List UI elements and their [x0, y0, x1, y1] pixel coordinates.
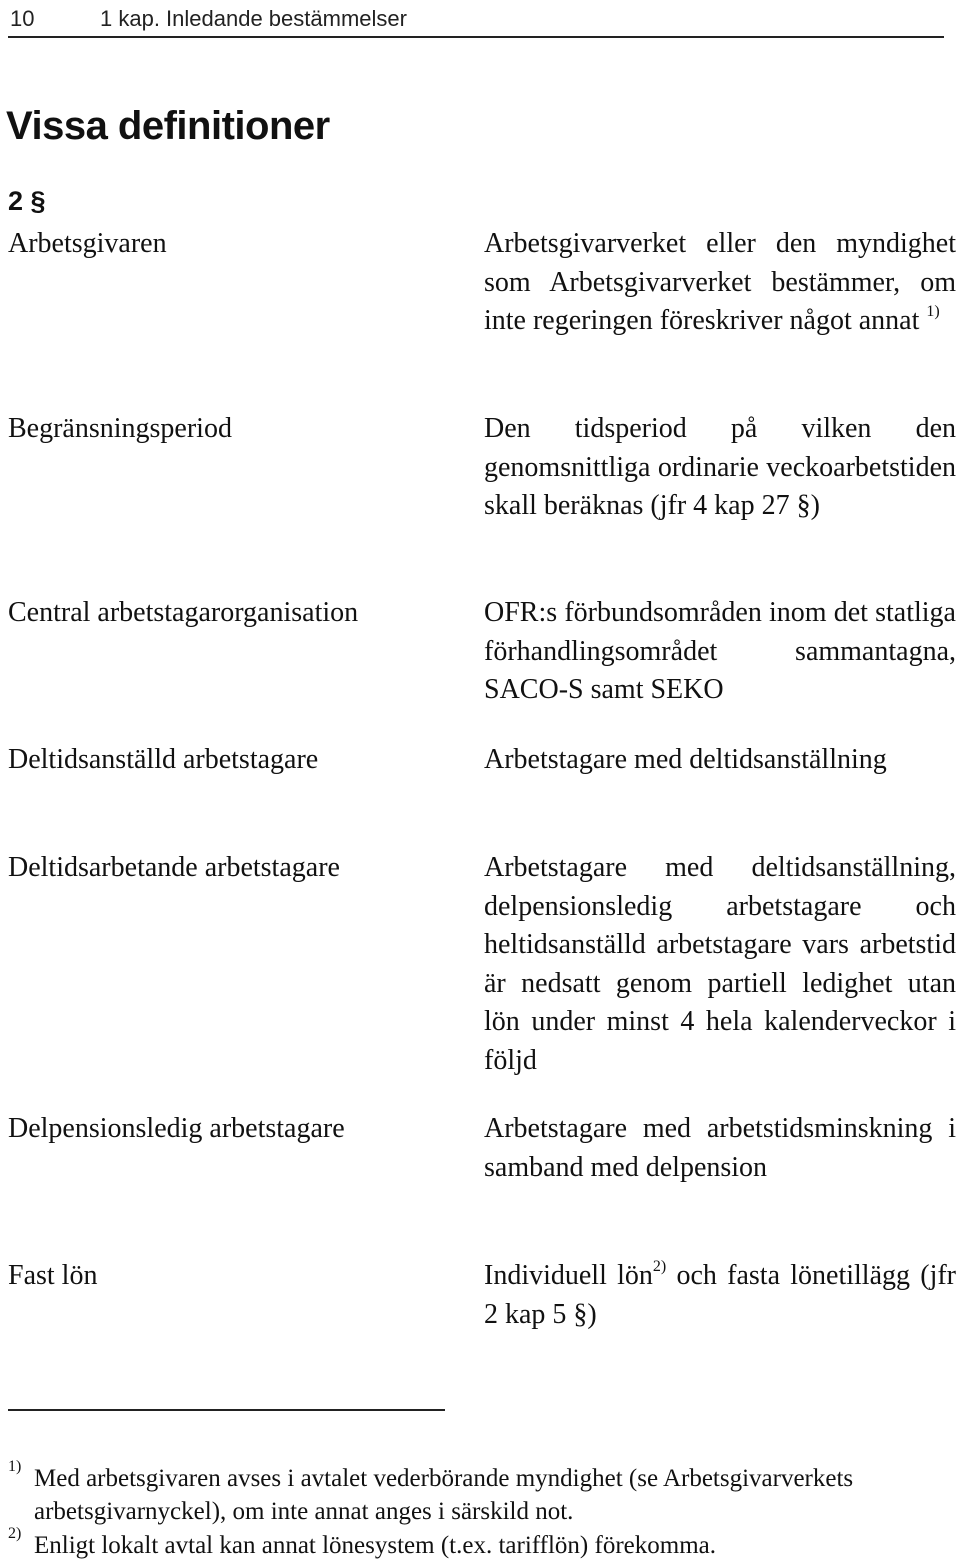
definition-deltidsarbetande-arbetstagare: Arbetstagare med deltidsanställning, delpensionsledig arbetstagare och heltidsanställd arbetstagare vars arbetstid är nedsatt genom partiell ledighet utan lön under minst 4 hela kalenderveckor i följd: [484, 852, 956, 1076]
term-delpensionsledig-arbetstagare: Delpensionsledig arbetstagare: [8, 1113, 345, 1144]
definition-arbetsgivaren: [484, 225, 956, 341]
term-central-arbetstagarorganisation: Central arbetstagarorganisation: [8, 597, 359, 628]
term-deltidsarbetande-arbetstagare: Deltidsarbetande arbetstagare: [8, 852, 340, 883]
definition-begransningsperiod: Den tidsperiod på vilken den genomsnittliga ordinarie veckoarbetstiden skall beräknas (jfr 4 kap 27 §): [484, 413, 956, 521]
running-header: [8, 0, 944, 38]
footnote-mark: 2): [8, 1525, 22, 1542]
chapter-title: 1 kap. Inledande bestämmelser: [100, 6, 407, 31]
footnote-divider: [8, 1409, 445, 1411]
definition-delpensionsledig-arbetstagare: Arbetstagare med arbetstidsminskning i samband med delpension: [484, 1113, 956, 1183]
definition-text: Arbetsgivarverket eller den myndighet som Arbetsgivarverket bestämmer, om inte regeringen föreskriver något annat: [484, 228, 956, 336]
footnote-mark: 1): [8, 1458, 22, 1475]
term-deltidsanstalld-arbetstagare: Deltidsanställd arbetstagare: [8, 744, 319, 775]
definition-fast-lon: [484, 1257, 956, 1334]
footnote-reference: 2): [652, 1258, 667, 1275]
term-fast-lon: Fast lön: [8, 1260, 98, 1291]
term-begransningsperiod: Begränsningsperiod: [8, 413, 232, 444]
section-number: 2 §: [8, 186, 46, 216]
footnote-2: [8, 1525, 948, 1562]
footnote-1: [8, 1458, 948, 1528]
page-title: Vissa definitioner: [6, 104, 330, 148]
definition-text: Individuell lön: [484, 1260, 653, 1291]
definition-text: och fasta lönetillägg (jfr 2 kap 5 §): [484, 1260, 956, 1330]
definition-deltidsanstalld-arbetstagare: Arbetstagare med deltidsanställning: [484, 744, 887, 775]
footnote-reference: 1): [926, 303, 940, 320]
term-arbetsgivaren: Arbetsgivaren: [8, 228, 167, 259]
page-number: 10: [10, 6, 35, 31]
definition-central-arbetstagarorganisation: OFR:s förbundsområden inom det statliga förhandlingsområdet sammantagna, SACO-S samt SEKO: [484, 597, 956, 705]
footnote-text: Med arbetsgivaren avses i avtalet vederbörande myndighet (se Arbetsgivarverkets arbetsgivarnyckel), om inte annat anges i särskild not.: [34, 1465, 854, 1525]
footnote-text: Enligt lokalt avtal kan annat lönesystem (t.ex. tarifflön) förekomma.: [34, 1532, 716, 1559]
